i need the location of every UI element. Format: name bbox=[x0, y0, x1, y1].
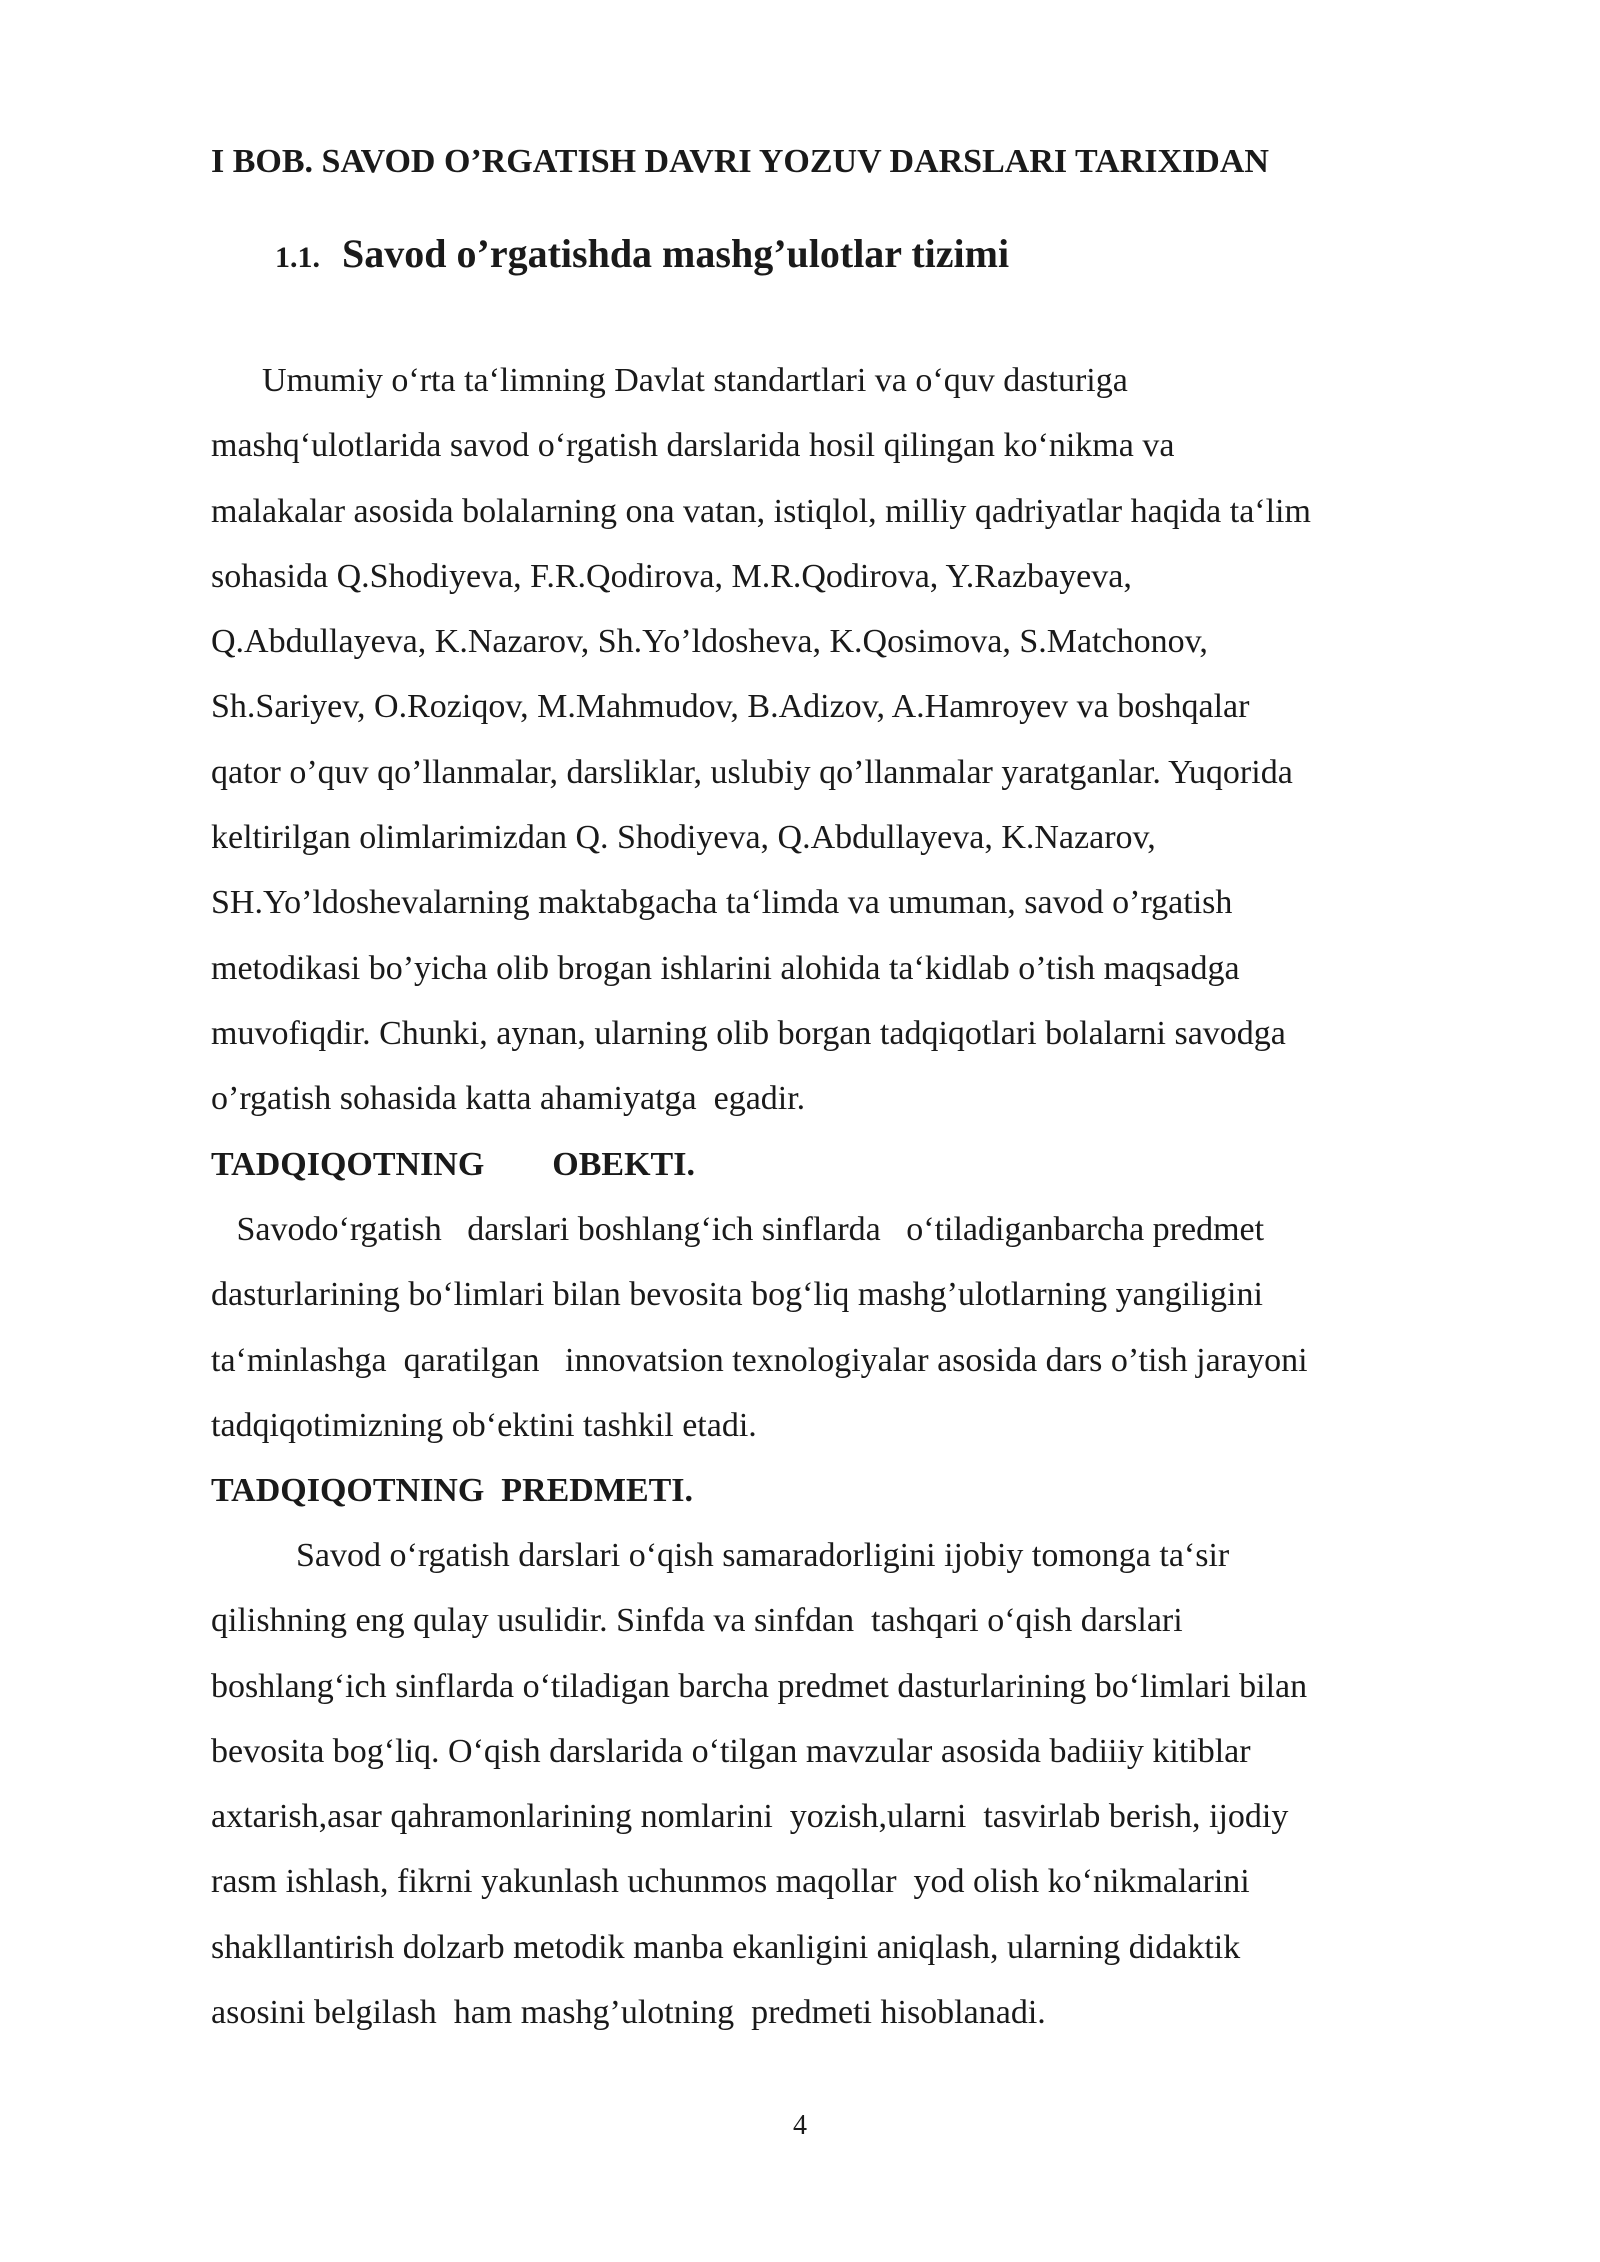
paragraph-line: o’rgatish sohasida katta ahamiyatga egadir. bbox=[211, 1080, 806, 1118]
paragraph-line: bevosita bogʻliq. Oʻqish darslarida oʻtilgan mavzular asosida badiiiy kitiblar bbox=[211, 1732, 1251, 1770]
section-heading bbox=[275, 224, 1009, 290]
paragraph-line: Q.Abdullayeva, K.Nazarov, Sh.Yo’ldosheva, K.Qosimova, S.Matchonov, bbox=[211, 623, 1208, 661]
section-title: Savod o’rgatishda mashg’ulotlar tizimi bbox=[342, 231, 1010, 276]
paragraph-line: Savodoʻrgatish darslari boshlangʻich sinflarda oʻtiladiganbarcha predmet bbox=[211, 1211, 1265, 1248]
paragraph-line: boshlangʻich sinflarda oʻtiladigan barcha predmet dasturlarining boʻlimlari bilan bbox=[211, 1667, 1308, 1705]
paragraph-line: muvofiqdir. Chunki, aynan, ularning olib borgan tadqiqotlari bolalarni savodga bbox=[211, 1014, 1286, 1052]
paragraph-line: shakllantirish dolzarb metodik manba ekanligini aniqlash, ularning didaktik bbox=[211, 1928, 1241, 1966]
chapter-title: I BOB. SAVOD O’RGATISH DAVRI YOZUV DARSLARI TARIXIDAN bbox=[211, 143, 1269, 180]
paragraph-line: Umumiy oʻrta taʻlimning Davlat standartlari va oʻquv dasturiga bbox=[211, 362, 1128, 399]
paragraph-line: qilishning eng qulay usulidir. Sinfda va sinfdan tashqari oʻqish darslari bbox=[211, 1602, 1183, 1640]
paragraph-line: SH.Yo’ldoshevalarning maktabgacha taʻlimda va umuman, savod o’rgatish bbox=[211, 884, 1233, 922]
section-number: 1.1. bbox=[275, 241, 320, 274]
paragraph-line: sohasida Q.Shodiyeva, F.R.Qodirova, M.R.Qodirova, Y.Razbayeva, bbox=[211, 557, 1132, 595]
research-subject-heading-period: . bbox=[684, 1472, 694, 1509]
paragraph-line: Savod oʻrgatish darslari oʻqish samaradorligini ijobiy tomonga taʻsir bbox=[211, 1537, 1230, 1574]
paragraph-line: tadqiqotimizning obʻektini tashkil etadi. bbox=[211, 1406, 757, 1444]
research-subject-heading bbox=[211, 1458, 693, 1523]
paragraph-line: taʻminlashga qaratilgan innovatsion texnologiyalar asosida dars o’tish jarayoni bbox=[211, 1341, 1308, 1379]
research-subject-paragraph bbox=[211, 1523, 1451, 2045]
paragraph-line: malakalar asosida bolalarning ona vatan, istiqlol, milliy qadriyatlar haqida taʻlim bbox=[211, 492, 1311, 530]
paragraph-line: qator o’quv qo’llanmalar, darsliklar, uslubiy qo’llanmalar yaratganlar. Yuqorida bbox=[211, 753, 1293, 791]
research-object-paragraph bbox=[211, 1197, 1451, 1458]
paragraph-line: Sh.Sariyev, O.Roziqov, M.Mahmudov, B.Adizov, A.Hamroyev va boshqalar bbox=[211, 688, 1250, 726]
intro-paragraph bbox=[211, 348, 1451, 1132]
research-object-heading: TADQIQOTNING OBEKTI. bbox=[211, 1146, 695, 1183]
paragraph-line: mashqʻulotlarida savod oʻrgatish darslarida hosil qilingan koʻnikma va bbox=[211, 427, 1175, 465]
paragraph-line: asosini belgilash ham mashg’ulotning predmeti hisoblanadi. bbox=[211, 1994, 1046, 2032]
paragraph-line: rasm ishlash, fikrni yakunlash uchunmos maqollar yod olish koʻnikmalarini bbox=[211, 1863, 1250, 1901]
paragraph-line: axtarish,asar qahramonlarining nomlarini yozish,ularni tasvirlab berish, ijodiy bbox=[211, 1798, 1289, 1836]
paragraph-line: dasturlarining boʻlimlari bilan bevosita bogʻliq mashg’ulotlarning yangiligini bbox=[211, 1276, 1263, 1314]
research-subject-heading-text: TADQIQOTNING PREDMETI bbox=[211, 1472, 685, 1509]
page-number: 4 bbox=[793, 2110, 807, 2141]
paragraph-line: keltirilgan olimlarimizdan Q. Shodiyeva, Q.Abdullayeva, K.Nazarov, bbox=[211, 819, 1156, 857]
paragraph-line: metodikasi bo’yicha olib brogan ishlarini alohida taʻkidlab o’tish maqsadga bbox=[211, 949, 1240, 987]
